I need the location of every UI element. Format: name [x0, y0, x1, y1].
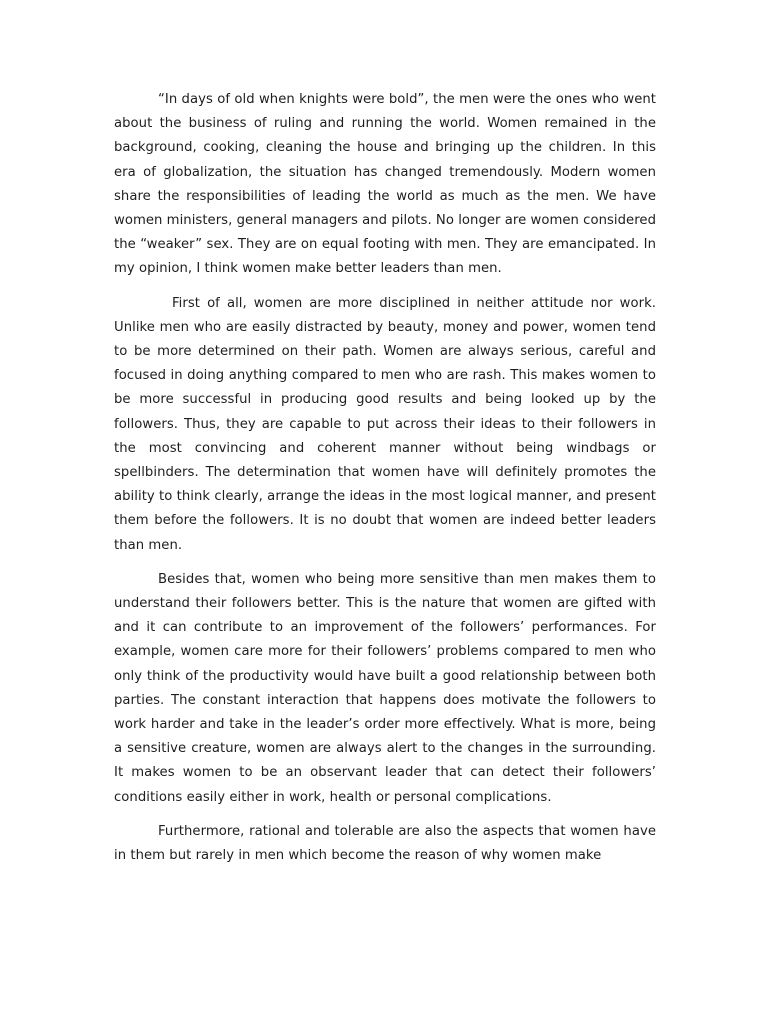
paragraph-rationality: Furthermore, rational and tolerable are also the aspects that women have in them but rarely in men which become the reason of why women make — [114, 823, 656, 864]
paragraph-sensitivity: Besides that, women who being more sensitive than men makes them to understand their followers better. This is the nature that women are gifted with and it can contribute to an improvement of the followers’ performances. For example, women care more for their followers’ problems compared to men who only think of the productivity would have built a good relationship between both parties. The constant interaction that happens does motivate the followers to work harder and take in the leader’s order more effectively. What is more, being a sensitive creature, women are always alert to the changes in the surrounding. It makes women to be an observant leader that can detect their followers’ conditions easily either in work, health or personal complications. — [114, 571, 656, 805]
paragraph-discipline: First of all, women are more disciplined in neither attitude nor work. Unlike men who are easily distracted by beauty, money and power, women tend to be more determined on their path. Women are always serious, careful and focused in doing anything compared to men who are rash. This makes women to be more successful in producing good results and being looked up by the followers. Thus, they are capable to put across their ideas to their followers in the most convincing and coherent manner without being windbags or spellbinders. The determination that women have will definitely promotes the ability to think clearly, arrange the ideas in the most logical manner, and present them before the followers. It is no doubt that women are indeed better leaders than men. — [114, 295, 656, 553]
paragraph-introduction: “In days of old when knights were bold”, the men were the ones who went about the business of ruling and running the world. Women remained in the background, cooking, cleaning the house and bringing up the children. In this era of globalization, the situation has changed tremendously. Modern women share the responsibilities of leading the world as much as the men. We have women ministers, general managers and pilots. No longer are women considered the “weaker” sex. They are on equal footing with men. They are emancipated. In my opinion, I think women make better leaders than men. — [114, 92, 656, 277]
document-page — [114, 88, 656, 878]
